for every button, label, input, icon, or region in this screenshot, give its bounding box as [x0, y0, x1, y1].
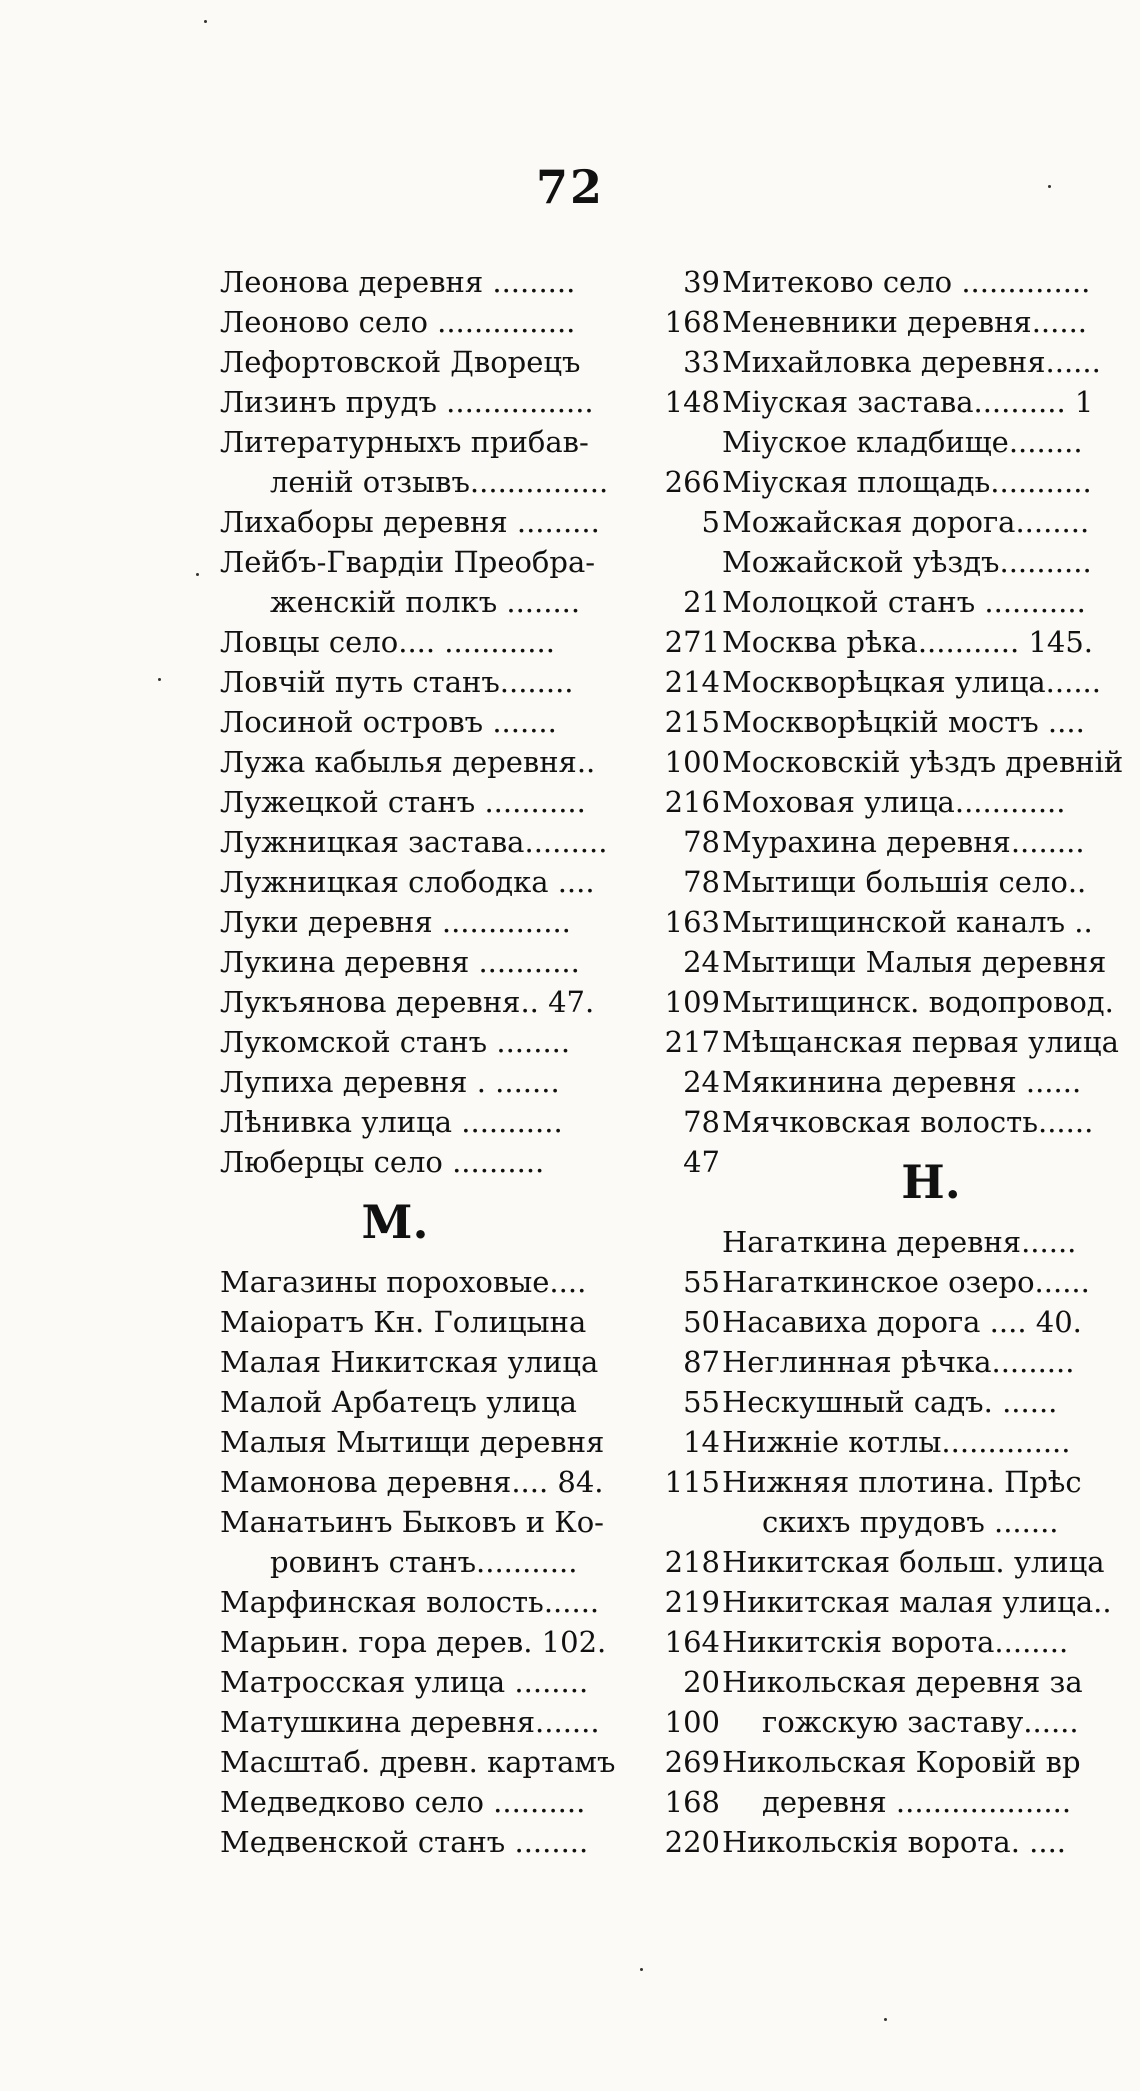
entry-text: Лефортовской Дворецъ	[220, 345, 581, 379]
entry-page-number: 78	[683, 1105, 720, 1139]
entry-text: Никольскія ворота. ....	[722, 1825, 1067, 1859]
entry-text: Меневники деревня......	[722, 305, 1088, 339]
index-entry	[220, 1742, 720, 1782]
entry-text: Ловчій путь станъ........	[220, 665, 574, 699]
entry-text: Малыя Мытищи деревня	[220, 1425, 605, 1459]
entry-text: Лупиха деревня . .......	[220, 1065, 560, 1099]
section-letter: М.	[361, 1195, 429, 1249]
entry-text: Ловцы село.... ............	[220, 625, 555, 659]
page-number: 72	[535, 160, 604, 214]
entry-page-number: 266	[664, 465, 720, 499]
index-entry	[722, 1822, 1140, 1862]
index-entry	[220, 1462, 720, 1502]
entry-page-number: 163	[664, 905, 720, 939]
entry-page-number: 21	[683, 585, 720, 619]
index-entry	[722, 1342, 1140, 1382]
entry-text: Мурахина деревня........	[722, 825, 1085, 859]
index-entry	[220, 862, 720, 902]
entry-page-number: 148	[664, 385, 720, 419]
entry-text: Мытищи Малыя деревня	[722, 945, 1107, 979]
index-entry	[220, 622, 720, 662]
entry-page-number: 164	[664, 1625, 720, 1659]
ink-speck	[158, 678, 161, 681]
entry-text: Нагаткинское озеро......	[722, 1265, 1090, 1299]
index-entry	[220, 1822, 720, 1862]
entry-page-number: 269	[664, 1745, 720, 1779]
entry-text: Литературныхъ прибав-	[220, 425, 589, 459]
entry-text: Луки деревня ..............	[220, 905, 571, 939]
entry-text: Митеково село ..............	[722, 265, 1091, 299]
index-entry	[220, 902, 720, 942]
entry-text: Москворѣцкій мостъ ....	[722, 705, 1085, 739]
index-entry	[722, 1742, 1140, 1782]
index-entry	[722, 702, 1140, 742]
index-entry	[722, 302, 1140, 342]
index-entry	[220, 542, 720, 582]
entry-text: Медвенской станъ ........	[220, 1825, 589, 1859]
entry-page-number: 271	[664, 625, 720, 659]
entry-text: Магазины пороховые....	[220, 1265, 587, 1299]
entry-text: Марфинская волость......	[220, 1585, 600, 1619]
ink-speck	[196, 573, 199, 576]
entry-text: Никитскія ворота........	[722, 1625, 1069, 1659]
index-entry	[220, 382, 720, 422]
entry-page-number: 78	[683, 865, 720, 899]
entry-text: Мѣщанская первая улица	[722, 1025, 1119, 1059]
index-entry	[220, 1302, 720, 1342]
index-entry	[220, 1062, 720, 1102]
index-entry	[220, 982, 720, 1022]
index-entry	[220, 582, 720, 622]
entry-text: Лукина деревня ...........	[220, 945, 580, 979]
entry-text: Мытищи большія село..	[722, 865, 1087, 899]
index-entry	[722, 1582, 1140, 1622]
entry-text: Никитская малая улица..	[722, 1585, 1112, 1619]
index-entry	[722, 1062, 1140, 1102]
entry-text: Міуское кладбище........	[722, 425, 1083, 459]
entry-text: Леонова деревня .........	[220, 265, 576, 299]
index-entry	[722, 422, 1140, 462]
entry-page-number: 100	[664, 745, 720, 779]
entry-text: Лейбъ-Гвардіи Преобра-	[220, 545, 596, 579]
index-entry	[722, 902, 1140, 942]
index-entry	[722, 1422, 1140, 1462]
entry-text: Лужницкая слободка ....	[220, 865, 595, 899]
entry-text: Лукъянова деревня.. 47.	[220, 985, 595, 1019]
index-entry	[220, 502, 720, 542]
entry-text: Маіоратъ Кн. Голицына	[220, 1305, 587, 1339]
index-entry	[722, 862, 1140, 902]
entry-page-number: 55	[683, 1385, 720, 1419]
index-entry	[722, 1542, 1140, 1582]
entry-text: ровинъ станъ...........	[270, 1545, 578, 1579]
entry-page-number: 168	[664, 1785, 720, 1819]
entry-page-number: 219	[664, 1585, 720, 1619]
entry-text: деревня ...................	[762, 1785, 1072, 1819]
entry-text: Мытищинской каналъ ..	[722, 905, 1093, 939]
entry-page-number: 14	[683, 1425, 720, 1459]
index-entry	[722, 1622, 1140, 1662]
entry-page-number: 78	[683, 825, 720, 859]
entry-text: Нижніе котлы..............	[722, 1425, 1071, 1459]
index-column-right	[722, 262, 1140, 1862]
index-entry	[722, 262, 1140, 302]
entry-page-number: 168	[664, 305, 720, 339]
entry-text: Моховая улица............	[722, 785, 1066, 819]
entry-text: Лукомской станъ ........	[220, 1025, 571, 1059]
entry-page-number: 50	[683, 1305, 720, 1339]
entry-text: Лѣнивка улица ...........	[220, 1105, 563, 1139]
entry-text: Нагаткина деревня......	[722, 1225, 1077, 1259]
entry-text: Лизинъ прудъ ................	[220, 385, 594, 419]
entry-page-number: 20	[683, 1665, 720, 1699]
entry-text: Мякинина деревня ......	[722, 1065, 1082, 1099]
entry-page-number: 218	[664, 1545, 720, 1579]
index-entry	[722, 822, 1140, 862]
index-entry	[722, 1502, 1140, 1542]
entry-text: Михайловка деревня......	[722, 345, 1101, 379]
index-entry	[220, 262, 720, 302]
index-entry	[722, 1782, 1140, 1822]
entry-text: Молоцкой станъ ...........	[722, 585, 1086, 619]
entry-page-number: 109	[664, 985, 720, 1019]
entry-text: Московскій уѣздъ древній	[722, 745, 1124, 779]
entry-text: Москва рѣка........... 145.	[722, 625, 1094, 659]
ink-speck	[1048, 185, 1051, 188]
index-entry	[220, 702, 720, 742]
entry-page-number: 33	[683, 345, 720, 379]
index-entry	[220, 1262, 720, 1302]
entry-text: Мамонова деревня.... 84.	[220, 1465, 604, 1499]
index-entry	[220, 342, 720, 382]
index-entry	[722, 1462, 1140, 1502]
entry-text: Нескушный садъ. ......	[722, 1385, 1058, 1419]
index-entry	[722, 462, 1140, 502]
entry-page-number: 87	[683, 1345, 720, 1379]
entry-page-number: 214	[664, 665, 720, 699]
index-entry	[722, 1222, 1140, 1262]
entry-text: Москворѣцкая улица......	[722, 665, 1101, 699]
index-entry	[722, 382, 1140, 422]
index-entry	[722, 782, 1140, 822]
entry-text: Мытищинск. водопровод.	[722, 985, 1114, 1019]
entry-text: Насавиха дорога .... 40.	[722, 1305, 1082, 1339]
entry-text: Леоново село ...............	[220, 305, 576, 339]
entry-page-number: 47	[683, 1145, 720, 1179]
index-entry	[220, 942, 720, 982]
entry-text: Марьин. гора дерев. 102.	[220, 1625, 607, 1659]
entry-text: Нижняя плотина. Прѣс	[722, 1465, 1082, 1499]
entry-text: Міуская застава.......... 1	[722, 385, 1094, 419]
index-entry	[722, 542, 1140, 582]
index-entry	[220, 1542, 720, 1582]
entry-text: леній отзывъ...............	[270, 465, 609, 499]
entry-text: Лихаборы деревня .........	[220, 505, 600, 539]
entry-text: Малой Арбатецъ улица	[220, 1385, 577, 1419]
entry-page-number: 39	[683, 265, 720, 299]
index-entry	[722, 1702, 1140, 1742]
entry-text: Никольская деревня за	[722, 1665, 1083, 1699]
entry-text: гожскую заставу......	[762, 1705, 1079, 1739]
entry-text: Лужницкая застава.........	[220, 825, 608, 859]
entry-text: Лосиной островъ .......	[220, 705, 557, 739]
entry-text: Міуская площадь...........	[722, 465, 1092, 499]
index-entry	[220, 1582, 720, 1622]
entry-text: Можайская дорога........	[722, 505, 1090, 539]
entry-text: женскій полкъ ........	[270, 585, 581, 619]
index-entry	[220, 822, 720, 862]
entry-text: скихъ прудовъ .......	[762, 1505, 1059, 1539]
entry-page-number: 216	[664, 785, 720, 819]
entry-page-number: 55	[683, 1265, 720, 1299]
entry-text: Масштаб. древн. картамъ	[220, 1745, 616, 1779]
index-entry	[220, 1102, 720, 1142]
index-entry	[722, 1382, 1140, 1422]
entry-page-number: 220	[664, 1825, 720, 1859]
index-entry	[220, 1662, 720, 1702]
index-entry	[220, 782, 720, 822]
section-letter: Н.	[901, 1155, 961, 1209]
index-entry	[722, 1302, 1140, 1342]
entry-text: Лужецкой станъ ...........	[220, 785, 586, 819]
index-entry	[722, 742, 1140, 782]
index-entry	[722, 662, 1140, 702]
index-entry	[220, 1702, 720, 1742]
index-entry	[220, 742, 720, 782]
ink-speck	[640, 1968, 643, 1971]
entry-text: Медведково село ..........	[220, 1785, 586, 1819]
entry-page-number: 115	[664, 1465, 720, 1499]
entry-text: Никольская Коровій вр	[722, 1745, 1081, 1779]
entry-text: Матушкина деревня.......	[220, 1705, 600, 1739]
entry-text: Мячковская волость......	[722, 1105, 1094, 1139]
ink-speck	[204, 20, 207, 23]
index-entry	[220, 1502, 720, 1542]
index-entry	[220, 1782, 720, 1822]
index-entry	[220, 1382, 720, 1422]
index-entry	[220, 1622, 720, 1662]
entry-page-number: 24	[683, 1065, 720, 1099]
index-entry	[220, 302, 720, 342]
entry-page-number: 217	[664, 1025, 720, 1059]
index-entry	[220, 1022, 720, 1062]
entry-page-number: 5	[701, 505, 720, 539]
index-entry	[220, 1422, 720, 1462]
index-entry	[722, 582, 1140, 622]
entry-text: Малая Никитская улица	[220, 1345, 599, 1379]
index-entry	[722, 342, 1140, 382]
index-entry	[220, 462, 720, 502]
index-entry	[220, 422, 720, 462]
index-entry	[722, 942, 1140, 982]
entry-text: Матросская улица ........	[220, 1665, 589, 1699]
entry-page-number: 100	[664, 1705, 720, 1739]
ink-speck	[884, 2018, 887, 2021]
index-entry	[722, 502, 1140, 542]
entry-text: Неглинная рѣчка.........	[722, 1345, 1075, 1379]
entry-text: Никитская больш. улица	[722, 1545, 1105, 1579]
index-entry	[220, 1142, 720, 1182]
entry-page-number: 24	[683, 945, 720, 979]
index-entry	[722, 1262, 1140, 1302]
index-entry	[722, 1102, 1140, 1142]
entry-page-number: 215	[664, 705, 720, 739]
entry-text: Люберцы село ..........	[220, 1145, 545, 1179]
index-entry	[722, 982, 1140, 1022]
index-entry	[220, 1342, 720, 1382]
index-entry	[722, 1662, 1140, 1702]
index-entry	[722, 622, 1140, 662]
index-entry	[722, 1022, 1140, 1062]
index-entry	[220, 662, 720, 702]
entry-text: Манатьинъ Быковъ и Ко-	[220, 1505, 604, 1539]
entry-text: Можайской уѣздъ..........	[722, 545, 1092, 579]
index-column-left	[220, 262, 720, 1862]
entry-text: Лужа кабылья деревня..	[220, 745, 596, 779]
